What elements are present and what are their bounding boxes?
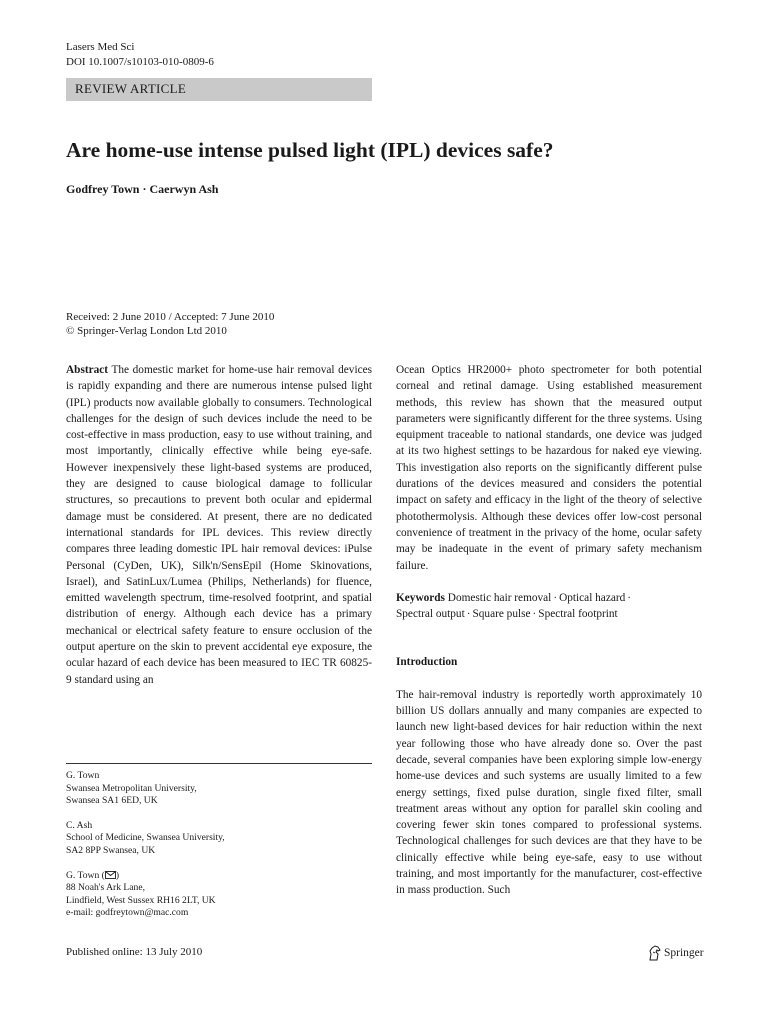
affiliations (66, 770, 372, 932)
affiliation-line: School of Medicine, Swansea University, (66, 832, 225, 844)
affiliation-line: SA2 8PP Swansea, UK (66, 844, 156, 856)
affiliation-2 (66, 820, 372, 858)
publisher-logo (648, 945, 704, 961)
affiliation-line: Lindfield, West Sussex RH16 2LT, UK (66, 894, 216, 906)
keywords-label: Keywords (396, 591, 445, 604)
abstract-text-left: The domestic market for home-use hair removal devices is rapidly expanding and there are numerous intense pulsed light (IPL) products now available globally to consumers. Technological challenges for the design of such devices include the need to be cost-effective in mass production, easy to use without training, and most importantly, clinically effective while being eye-safe. However inexpensively these light-based systems are produced, they are designed to cause biological damage to follicular structures, so precautions to prevent both ocular and epidermal damage must be considered. At present, there are no dedicated international standards for IPL devices. This review directly compares three leading domestic IPL hair removal devices: iPulse Personal (CyDen, UK), Silk'n/SensEpil (Home Skinovations, Israel), and SatinLux/Lumea (Philips, Netherlands) for fluence, emitted wavelength spectrum, time-resolved footprint, and spatial distribution of energy. Although each device has a primary mechanical or electrical safety feature to ensure occlusion of the output aperture on the skin to prevent accidental eye exposure, the ocular hazard of each device has been measured to IEC TR 60825-9 standard using an (66, 364, 373, 686)
abstract-left-column (66, 362, 372, 688)
authors: Godfrey Town · Caerwyn Ash (66, 182, 219, 196)
article-type-label: REVIEW ARTICLE (75, 81, 187, 96)
keyword: Optical hazard (559, 591, 626, 604)
affiliation-line: C. Ash (66, 819, 93, 831)
publisher-name: Springer (664, 947, 704, 959)
springer-horse-icon (648, 945, 662, 961)
article-title: Are home-use intense pulsed light (IPL) devices safe? (66, 138, 554, 162)
keyword: Domestic hair removal (447, 591, 552, 604)
affiliation-line: Swansea Metropolitan University, (66, 782, 197, 794)
doi: DOI 10.1007/s10103-010-0809-6 (66, 56, 214, 68)
keyword: Spectral output (396, 608, 465, 621)
email[interactable]: e-mail: godfreytown@mac.com (66, 907, 189, 919)
affiliation-line: 88 Noah's Ark Lane, (66, 882, 145, 894)
introduction-text: The hair-removal industry is reportedly worth approximately 10 billion US dollars annually and many companies are expected to launch new light-based devices for hair reduction within the next year following those who have already done so. Over the past decade, several companies have been exploring simple low-energy home-use devices and such systems are usually limited to a few energy settings, fixed pulse duration, single fixed filter, small treatment areas without any option for parallel skin cooling and covering fewer skin tones compared to professional systems. Technological challenges for such devices are that they have to be clinically effective while being eye-safe, easy to use without training, and most importantly for the manufacturer, cost-effective in mass production. Such (396, 688, 702, 897)
affiliation-3 (66, 870, 372, 920)
received-accepted-dates: Received: 2 June 2010 / Accepted: 7 June 2010 (66, 311, 275, 323)
envelope-icon (105, 871, 116, 879)
published-online: Published online: 13 July 2010 (66, 946, 203, 958)
affiliation-divider (66, 763, 372, 764)
introduction-heading: Introduction (396, 656, 458, 669)
corresponding-author (66, 870, 372, 883)
right-column (396, 362, 702, 899)
abstract-label: Abstract (66, 364, 109, 376)
keyword: Spectral footprint (538, 608, 618, 621)
article-type-banner (66, 78, 372, 101)
affiliation-1 (66, 770, 372, 808)
corresponding-name-close: ) (115, 869, 120, 881)
affiliation-line: Swansea SA1 6ED, UK (66, 795, 158, 807)
abstract-text-right: Ocean Optics HR2000+ photo spectrometer for both potential corneal and retinal damage. Using established measurement methods, this review has shown that the measured output parameters were significantly different for the three systems. Using equipment traceable to national standards, one device was judged at its two highest settings to be hazardous for naked eye viewing. This investigation also reports on the significantly different pulse durations of the devices measured and considers the potential impact on safety and efficacy in the light of the theory of selective photothermolysis. Although these devices offer low-cost personal convenience of treatment in the privacy of the home, ocular safety may be inadequate in the event of primary safety mechanism failure. (396, 364, 702, 572)
affiliation-line: G. Town (66, 770, 100, 781)
journal-name: Lasers Med Sci (66, 41, 135, 53)
keyword: Square pulse (472, 608, 531, 621)
copyright-notice: © Springer-Verlag London Ltd 2010 (66, 325, 227, 337)
keywords: Keywords Domestic hair removal · Optical hazard · Spectral output · Square pulse · Spectral footprint (396, 591, 632, 621)
corresponding-name: G. Town ( (66, 869, 105, 881)
